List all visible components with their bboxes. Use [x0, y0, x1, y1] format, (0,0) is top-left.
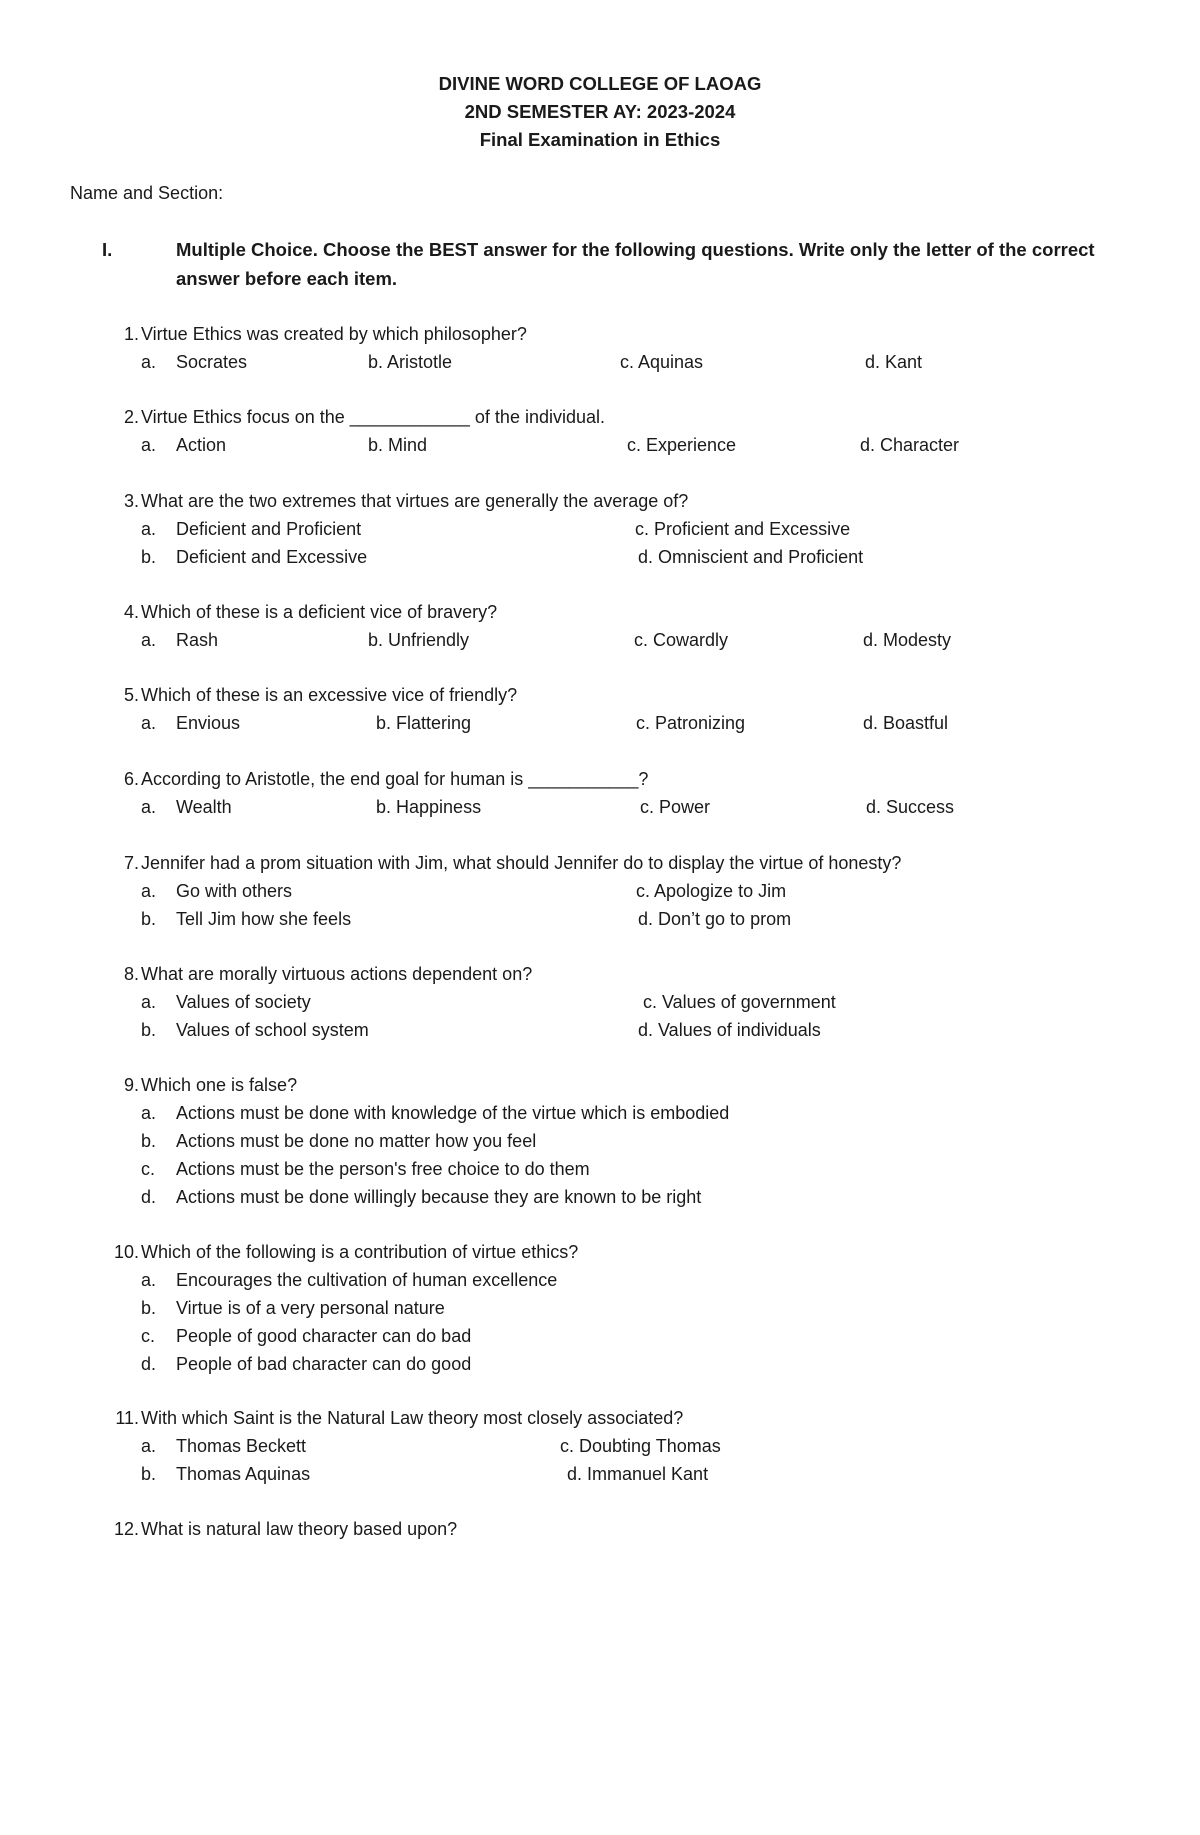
- question-text: Which one is false?: [141, 1075, 298, 1095]
- question-text: Which of these is a deficient vice of bravery?: [141, 602, 498, 622]
- option-b: b. Aristotle: [368, 352, 453, 372]
- question-number: 11.: [115, 1408, 139, 1428]
- name-section-label: Name and Section:: [70, 183, 224, 203]
- question-number: 7.: [123, 853, 139, 873]
- question-text: Virtue Ethics was created by which philosopher?: [141, 324, 527, 344]
- option-a: Rash: [176, 630, 219, 650]
- option-d: d. Omniscient and Proficient: [638, 547, 864, 567]
- option-letter: b.: [141, 1020, 157, 1040]
- option-letter: b.: [141, 1131, 157, 1151]
- option-a: Deficient and Proficient: [176, 519, 362, 539]
- option-d: d. Don’t go to prom: [638, 909, 792, 929]
- header: [0, 70, 1200, 154]
- option-a: Encourages the cultivation of human excellence: [176, 1270, 558, 1290]
- option-a: Action: [176, 435, 227, 455]
- option-c: c. Doubting Thomas: [560, 1436, 721, 1456]
- question-number: 10.: [113, 1242, 139, 1262]
- option-d: d. Success: [866, 797, 955, 817]
- option-b: Virtue is of a very personal nature: [176, 1298, 445, 1318]
- instruction-number: I.: [102, 239, 113, 260]
- question-number: 1.: [123, 324, 139, 344]
- option-letter: c.: [141, 1326, 156, 1346]
- option-letter: b.: [141, 1464, 157, 1484]
- option-letter: a.: [141, 1103, 157, 1123]
- option-d: d. Values of individuals: [638, 1020, 821, 1040]
- option-c: c. Cowardly: [634, 630, 729, 650]
- option-d: d. Kant: [865, 352, 923, 372]
- question-number: 2.: [123, 407, 139, 427]
- option-letter: a.: [141, 1270, 157, 1290]
- option-b: b. Happiness: [376, 797, 482, 817]
- option-c: c. Experience: [627, 435, 737, 455]
- option-c: People of good character can do bad: [176, 1326, 472, 1346]
- question-number: 8.: [123, 964, 139, 984]
- option-a: Thomas Beckett: [176, 1436, 307, 1456]
- option-c: c. Patronizing: [636, 713, 746, 733]
- school-name: DIVINE WORD COLLEGE OF LAOAG: [438, 73, 762, 94]
- option-b: Values of school system: [176, 1020, 369, 1040]
- option-letter: a.: [141, 881, 157, 901]
- option-a: Values of society: [176, 992, 311, 1012]
- option-b: Actions must be done no matter how you feel: [176, 1131, 537, 1151]
- question-text: What is natural law theory based upon?: [141, 1519, 458, 1539]
- question-text: Which of the following is a contribution of virtue ethics?: [141, 1242, 579, 1262]
- option-letter: a.: [141, 630, 157, 650]
- question-number: 9.: [123, 1075, 139, 1095]
- question-number: 4.: [123, 602, 139, 622]
- option-letter: c.: [141, 1159, 156, 1179]
- option-c: c. Values of government: [643, 992, 836, 1012]
- question-number: 12.: [113, 1519, 139, 1539]
- option-b: b. Unfriendly: [368, 630, 470, 650]
- question-text: What are morally virtuous actions dependent on?: [141, 964, 533, 984]
- option-letter: a.: [141, 797, 157, 817]
- question-number: 6.: [123, 769, 139, 789]
- instruction-text: Multiple Choice. Choose the BEST answer for the following questions. Write only the letter of the correct answer before each item.: [176, 239, 1095, 289]
- option-letter: b.: [141, 547, 157, 567]
- option-letter: d.: [141, 1187, 157, 1207]
- exam-title: Final Examination in Ethics: [479, 129, 721, 150]
- question-text: Virtue Ethics focus on the ____________ of the individual.: [141, 407, 606, 427]
- semester: 2ND SEMESTER AY: 2023-2024: [464, 101, 736, 122]
- question-text: With which Saint is the Natural Law theory most closely associated?: [141, 1408, 684, 1428]
- option-d: d. Modesty: [863, 630, 952, 650]
- option-a: Envious: [176, 713, 241, 733]
- option-c: Actions must be the person's free choice to do them: [176, 1159, 590, 1179]
- option-c: c. Proficient and Excessive: [635, 519, 851, 539]
- option-letter: b.: [141, 1298, 157, 1318]
- question-number: 3.: [123, 491, 139, 511]
- option-a: Go with others: [176, 881, 293, 901]
- option-c: c. Power: [640, 797, 711, 817]
- option-b: b. Flattering: [376, 713, 472, 733]
- question-text: Which of these is an excessive vice of friendly?: [141, 685, 518, 705]
- question-number: 5.: [123, 685, 139, 705]
- option-letter: d.: [141, 1354, 157, 1374]
- option-letter: a.: [141, 992, 157, 1012]
- option-c: c. Aquinas: [620, 352, 704, 372]
- option-c: c. Apologize to Jim: [636, 881, 787, 901]
- option-a: Actions must be done with knowledge of the virtue which is embodied: [176, 1103, 730, 1123]
- option-letter: a.: [141, 713, 157, 733]
- option-a: Socrates: [176, 352, 248, 372]
- option-d: d. Immanuel Kant: [567, 1464, 709, 1484]
- option-d: d. Boastful: [863, 713, 949, 733]
- option-b: Thomas Aquinas: [176, 1464, 311, 1484]
- option-b: b. Mind: [368, 435, 428, 455]
- option-letter: a.: [141, 519, 157, 539]
- option-letter: a.: [141, 352, 157, 372]
- option-letter: a.: [141, 435, 157, 455]
- option-a: Wealth: [176, 797, 232, 817]
- option-d: d. Character: [860, 435, 960, 455]
- option-b: Tell Jim how she feels: [176, 909, 352, 929]
- question-text: What are the two extremes that virtues are generally the average of?: [141, 491, 689, 511]
- option-d: Actions must be done willingly because they are known to be right: [176, 1187, 702, 1207]
- option-letter: a.: [141, 1436, 157, 1456]
- option-d: People of bad character can do good: [176, 1354, 472, 1374]
- instructions: [102, 235, 1142, 293]
- question-text: Jennifer had a prom situation with Jim, what should Jennifer do to display the virtue of honesty?: [141, 853, 902, 873]
- option-b: Deficient and Excessive: [176, 547, 368, 567]
- option-letter: b.: [141, 909, 157, 929]
- question-text: According to Aristotle, the end goal for human is ___________?: [141, 769, 649, 789]
